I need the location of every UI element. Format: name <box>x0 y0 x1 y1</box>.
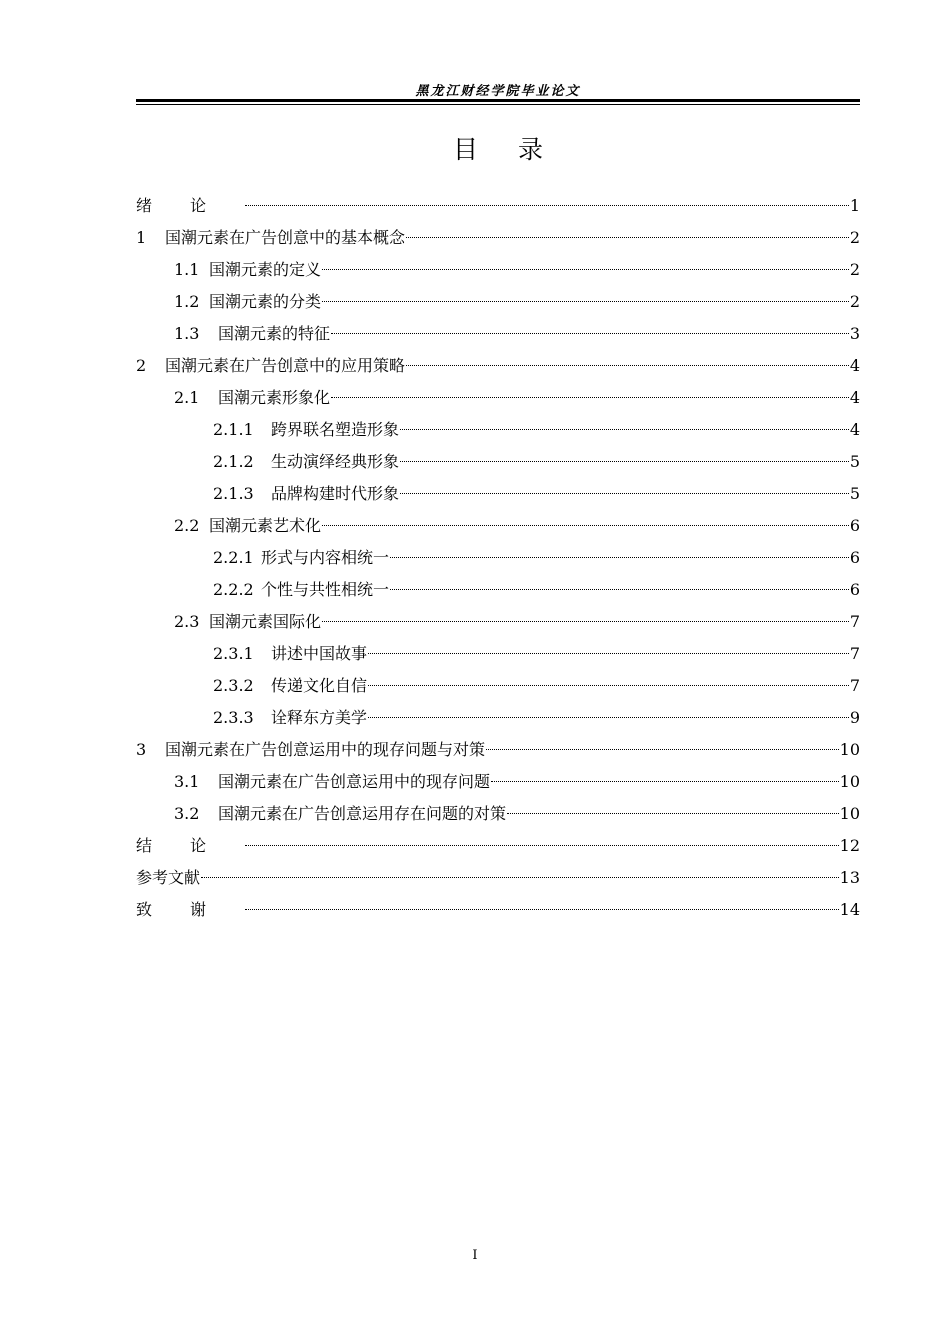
toc-entry-page: 1 <box>849 196 860 215</box>
toc-entry-number: 2.3.3 <box>213 708 254 727</box>
header-rule-thick <box>136 99 860 102</box>
toc-entry-page: 4 <box>849 388 860 407</box>
toc-entry[interactable] <box>136 702 860 734</box>
toc-entry-page: 10 <box>839 772 860 791</box>
toc-entry-title: 绪论 <box>136 196 245 215</box>
toc-entry-title: 国潮元素在广告创意中的基本概念 <box>165 228 406 247</box>
toc-entry[interactable] <box>136 798 860 830</box>
toc-entry-number: 2 <box>136 356 147 375</box>
toc-entry-title: 结论 <box>136 836 245 855</box>
toc-entry[interactable] <box>136 894 860 926</box>
toc-dot-leader <box>245 909 839 910</box>
toc-entry[interactable] <box>136 382 860 414</box>
toc-dot-leader <box>406 237 849 238</box>
toc-entry-number: 2.2 <box>174 516 200 535</box>
toc-entry-page: 2 <box>849 292 860 311</box>
toc-entry-title: 传递文化自信 <box>271 676 368 695</box>
toc-entry-number: 3 <box>136 740 147 759</box>
toc-heading: 目录 <box>452 135 583 164</box>
toc-entry[interactable] <box>136 190 860 222</box>
toc-entry-title: 形式与内容相统一 <box>261 548 390 567</box>
toc-dot-leader <box>322 525 849 526</box>
toc-entry-title: 国潮元素在广告创意中的应用策略 <box>165 356 406 375</box>
toc-entry-page: 4 <box>849 356 860 375</box>
toc-entry-title: 诠释东方美学 <box>271 708 368 727</box>
toc-entry-number: 3.2 <box>174 804 200 823</box>
header-rule-thin <box>136 104 860 105</box>
toc-dot-leader <box>368 653 849 654</box>
toc-entry-number: 2.1.2 <box>213 452 254 471</box>
toc-entry-title: 生动演绎经典形象 <box>271 452 400 471</box>
toc-entry[interactable] <box>136 638 860 670</box>
toc-dot-leader <box>322 621 849 622</box>
toc-dot-leader <box>400 461 849 462</box>
toc-entry-number: 1.3 <box>174 324 200 343</box>
toc-entry-title: 品牌构建时代形象 <box>271 484 400 503</box>
toc-entry[interactable] <box>136 446 860 478</box>
toc-entry-title: 致谢 <box>136 900 245 919</box>
toc-entry[interactable] <box>136 222 860 254</box>
toc-entry[interactable] <box>136 350 860 382</box>
toc-entry-title: 国潮元素的定义 <box>209 260 322 279</box>
toc-entry-page: 14 <box>839 900 860 919</box>
toc-entry-page: 2 <box>849 228 860 247</box>
toc-entry-number: 2.1.1 <box>213 420 254 439</box>
toc-entry[interactable] <box>136 318 860 350</box>
toc-dot-leader <box>331 333 849 334</box>
toc-entry-page: 10 <box>839 804 860 823</box>
toc-entry-page: 7 <box>849 676 860 695</box>
toc-dot-leader <box>390 589 849 590</box>
toc-entry-page: 6 <box>849 548 860 567</box>
toc-dot-leader <box>400 429 849 430</box>
toc-entry-number: 3.1 <box>174 772 200 791</box>
toc-dot-leader <box>368 685 849 686</box>
toc-dot-leader <box>368 717 849 718</box>
toc-entry[interactable] <box>136 766 860 798</box>
toc-entry-page: 6 <box>849 580 860 599</box>
toc-entry-title: 国潮元素的特征 <box>218 324 331 343</box>
toc-entry-title: 国潮元素在广告创意运用中的现存问题 <box>218 772 491 791</box>
toc-dot-leader <box>390 557 849 558</box>
toc-entry-page: 10 <box>839 740 860 759</box>
toc-entry[interactable] <box>136 414 860 446</box>
toc-entry-number: 1.2 <box>174 292 200 311</box>
toc-entry-page: 2 <box>849 260 860 279</box>
toc-entry[interactable] <box>136 606 860 638</box>
toc-list <box>136 190 860 926</box>
toc-entry-title: 国潮元素的分类 <box>209 292 322 311</box>
toc-entry-page: 13 <box>839 868 860 887</box>
toc-entry-number: 2.3.1 <box>213 644 254 663</box>
toc-entry[interactable] <box>136 734 860 766</box>
toc-entry-page: 7 <box>849 612 860 631</box>
toc-dot-leader <box>400 493 849 494</box>
toc-entry[interactable] <box>136 510 860 542</box>
toc-entry-page: 9 <box>849 708 860 727</box>
toc-dot-leader <box>507 813 839 814</box>
toc-entry[interactable] <box>136 862 860 894</box>
toc-entry-title: 讲述中国故事 <box>271 644 368 663</box>
toc-dot-leader <box>322 301 849 302</box>
toc-entry-number: 2.1.3 <box>213 484 254 503</box>
toc-entry[interactable] <box>136 286 860 318</box>
toc-entry-title: 跨界联名塑造形象 <box>271 420 400 439</box>
toc-dot-leader <box>245 845 839 846</box>
header-title: 黑龙江财经学院毕业论文 <box>415 84 581 99</box>
toc-entry-page: 7 <box>849 644 860 663</box>
toc-entry-number: 2.3.2 <box>213 676 254 695</box>
toc-entry-title: 国潮元素国际化 <box>209 612 322 631</box>
toc-entry-page: 5 <box>849 484 860 503</box>
toc-entry-title: 参考文献 <box>136 868 201 887</box>
toc-entry-number: 1 <box>136 228 147 247</box>
toc-entry[interactable] <box>136 478 860 510</box>
toc-dot-leader <box>486 749 839 750</box>
toc-dot-leader <box>406 365 849 366</box>
toc-entry-title: 国潮元素艺术化 <box>209 516 322 535</box>
toc-entry-page: 6 <box>849 516 860 535</box>
toc-dot-leader <box>201 877 839 878</box>
toc-entry-number: 2.3 <box>174 612 200 631</box>
toc-entry-number: 1.1 <box>174 260 200 279</box>
toc-entry-number: 2.1 <box>174 388 200 407</box>
toc-entry[interactable] <box>136 830 860 862</box>
toc-entry-page: 4 <box>849 420 860 439</box>
toc-entry-page: 5 <box>849 452 860 471</box>
toc-entry[interactable] <box>136 574 860 606</box>
toc-entry[interactable] <box>136 254 860 286</box>
toc-entry-title: 国潮元素在广告创意运用中的现存问题与对策 <box>165 740 486 759</box>
toc-entry[interactable] <box>136 670 860 702</box>
toc-dot-leader <box>322 269 849 270</box>
toc-dot-leader <box>245 205 849 206</box>
toc-entry-page: 3 <box>849 324 860 343</box>
toc-dot-leader <box>331 397 849 398</box>
toc-entry-title: 个性与共性相统一 <box>261 580 390 599</box>
toc-entry-number: 2.2.2 <box>213 580 254 599</box>
toc-dot-leader <box>491 781 839 782</box>
toc-entry-number: 2.2.1 <box>213 548 254 567</box>
toc-entry-title: 国潮元素在广告创意运用存在问题的对策 <box>218 804 507 823</box>
toc-entry-page: 12 <box>839 836 860 855</box>
toc-entry-title: 国潮元素形象化 <box>218 388 331 407</box>
page-number: I <box>472 1248 478 1263</box>
toc-entry[interactable] <box>136 542 860 574</box>
